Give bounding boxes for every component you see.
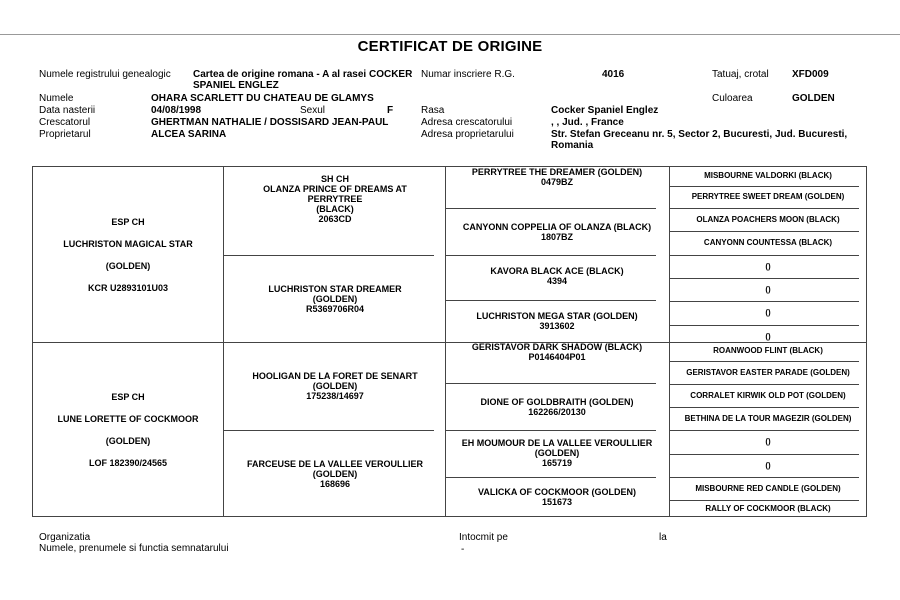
reg-no-value: 4016 bbox=[602, 69, 625, 80]
ancestor-name: KAVORA BLACK ACE (BLACK) bbox=[490, 266, 624, 276]
pedigree-gen4-7: () bbox=[765, 308, 771, 317]
ancestor-registration: 0479BZ bbox=[540, 177, 574, 187]
sex-label: Sexul bbox=[300, 105, 326, 116]
owner-address-label: Adresa proprietarului bbox=[421, 129, 514, 140]
sire-name: LUCHRISTON MAGICAL STAR bbox=[63, 238, 193, 249]
pedigree-gen4-9: ROANWOOD FLINT (BLACK) bbox=[713, 346, 823, 355]
breed-label: Rasa bbox=[421, 105, 445, 116]
registry-label: Numele registrului genealogic bbox=[39, 69, 171, 80]
dam-name: LUNE LORETTE OF COCKMOOR bbox=[57, 413, 199, 424]
pedigree-gen4-14: () bbox=[765, 461, 771, 470]
ancestor-registration: 175238/14697 bbox=[306, 391, 364, 401]
pedigree-gen4-1: MISBOURNE VALDORKI (BLACK) bbox=[704, 171, 832, 180]
dam-color: (GOLDEN) bbox=[105, 435, 151, 446]
ancestor-name: OLANZA PRINCE OF DREAMS AT PERRYTREE bbox=[263, 184, 407, 204]
ancestor-registration: 1807BZ bbox=[540, 232, 574, 242]
ancestor-color: (BLACK) bbox=[316, 204, 354, 214]
dam-title: ESP CH bbox=[111, 391, 145, 402]
pedigree-gen4-5: () bbox=[765, 262, 771, 271]
signer-label: Numele, prenumele si functia semnatarului bbox=[39, 543, 229, 554]
name-value: OHARA SCARLETT DU CHATEAU DE GLAMYS bbox=[151, 93, 374, 104]
ancestor-registration: 162266/20130 bbox=[528, 407, 586, 417]
owner-label: Proprietarul bbox=[39, 129, 91, 140]
pedigree-gen3-3 bbox=[446, 256, 668, 296]
pedigree-gen1-sire bbox=[33, 167, 223, 342]
registry-value: Cartea de origine romana - A al rasei COCKER SPANIEL ENGLEZ bbox=[193, 69, 413, 91]
breeder-address-value: , , Jud. , France bbox=[551, 117, 624, 128]
owner-value: ALCEA SARINA bbox=[151, 129, 227, 140]
pedigree-gen3-2 bbox=[446, 209, 668, 255]
breeder-label: Crescatorul bbox=[39, 117, 91, 128]
pedigree-gen4-3: OLANZA POACHERS MOON (BLACK) bbox=[696, 215, 840, 224]
ancestor-registration: 3913602 bbox=[539, 321, 575, 331]
pedigree-gen4-2: PERRYTREE SWEET DREAM (GOLDEN) bbox=[691, 192, 845, 201]
sire-title: ESP CH bbox=[111, 216, 145, 227]
organization-label: Organizatia bbox=[39, 532, 91, 543]
ancestor-registration: 168696 bbox=[319, 479, 351, 489]
ancestor-registration: P0146404P01 bbox=[528, 352, 586, 362]
ancestor-name: PERRYTREE THE DREAMER (GOLDEN) bbox=[471, 167, 643, 177]
ancestor-name: LUCHRISTON MEGA STAR (GOLDEN) bbox=[476, 311, 638, 321]
ancestor-color: (GOLDEN) bbox=[534, 448, 580, 458]
pedigree-gen4-13: () bbox=[765, 437, 771, 446]
reg-no-label: Numar inscriere R.G. bbox=[421, 69, 515, 80]
owner-address-value: Str. Stefan Greceanu nr. 5, Sector 2, Bucuresti, Jud. Bucuresti, Romania bbox=[551, 129, 848, 151]
ancestor-color: (GOLDEN) bbox=[312, 381, 358, 391]
ancestor-title: SH CH bbox=[320, 174, 349, 184]
ancestor-name: GERISTAVOR DARK SHADOW (BLACK) bbox=[471, 342, 643, 352]
pedigree-gen4-16: RALLY OF COCKMOOR (BLACK) bbox=[705, 504, 831, 513]
pedigree-gen4-6: () bbox=[765, 285, 771, 294]
pedigree-gen3-8 bbox=[446, 478, 668, 516]
sex-value: F bbox=[387, 105, 394, 116]
pedigree-gen2-3 bbox=[245, 343, 425, 429]
pedigree-gen4-15: MISBOURNE RED CANDLE (GOLDEN) bbox=[695, 484, 841, 493]
tattoo-value: XFD009 bbox=[792, 69, 829, 80]
birth-label: Data nasterii bbox=[39, 105, 96, 116]
color-label: Culoarea bbox=[712, 93, 753, 104]
pedigree-gen4-11: CORRALET KIRWIK OLD POT (GOLDEN) bbox=[690, 391, 846, 400]
breeder-address-label: Adresa crescatorului bbox=[421, 117, 513, 128]
breed-value: Cocker Spaniel Englez bbox=[551, 105, 659, 116]
certificate-title: CERTIFICAT DE ORIGINE bbox=[357, 38, 543, 55]
ancestor-name: LUCHRISTON STAR DREAMER bbox=[268, 284, 402, 294]
ancestor-name: CANYONN COPPELIA OF OLANZA (BLACK) bbox=[462, 222, 652, 232]
ancestor-name: VALICKA OF COCKMOOR (GOLDEN) bbox=[478, 487, 636, 497]
color-value: GOLDEN bbox=[792, 93, 835, 104]
ancestor-registration: R5369706R04 bbox=[305, 304, 365, 314]
pedigree-gen2-4 bbox=[235, 431, 435, 517]
issued-on-value: - bbox=[461, 544, 465, 555]
pedigree-gen2-2 bbox=[245, 256, 425, 342]
ancestor-name: EH MOUMOUR DE LA VALLEE VEROULLIER bbox=[461, 438, 653, 448]
pedigree-gen3-6 bbox=[446, 384, 668, 430]
name-label: Numele bbox=[39, 93, 74, 104]
ancestor-registration: 4394 bbox=[546, 276, 568, 286]
tattoo-label: Tatuaj, crotal bbox=[712, 69, 769, 80]
ancestor-registration: 2063CD bbox=[318, 214, 352, 224]
ancestor-registration: 151673 bbox=[541, 497, 573, 507]
top-rule bbox=[0, 34, 900, 35]
ancestor-color: (GOLDEN) bbox=[312, 294, 358, 304]
birth-value: 04/08/1998 bbox=[151, 105, 202, 116]
issued-at-label: la bbox=[659, 532, 667, 543]
ancestor-name: HOOLIGAN DE LA FORET DE SENART bbox=[252, 371, 418, 381]
sire-color: (GOLDEN) bbox=[105, 260, 151, 271]
ancestor-color: (GOLDEN) bbox=[312, 469, 358, 479]
ancestor-name: FARCEUSE DE LA VALLEE VEROULLIER bbox=[246, 459, 423, 469]
pedigree-gen3-4 bbox=[446, 301, 668, 341]
pedigree-gen4-4: CANYONN COUNTESSA (BLACK) bbox=[703, 238, 833, 247]
pedigree-gen4-8: () bbox=[765, 332, 771, 341]
ancestor-registration: 165719 bbox=[541, 458, 573, 468]
dam-registration: LOF 182390/24565 bbox=[88, 457, 168, 468]
pedigree-gen3-5 bbox=[446, 342, 668, 382]
pedigree-gen4-12: BETHINA DE LA TOUR MAGEZIR (GOLDEN) bbox=[684, 414, 852, 423]
issued-on-label: Intocmit pe bbox=[459, 532, 508, 543]
pedigree-gen3-7 bbox=[446, 431, 668, 475]
pedigree-gen2-1 bbox=[245, 174, 425, 244]
pedigree-gen3-1 bbox=[446, 167, 668, 207]
pedigree-gen4-10: GERISTAVOR EASTER PARADE (GOLDEN) bbox=[686, 367, 850, 377]
ancestor-name: DIONE OF GOLDBRAITH (GOLDEN) bbox=[480, 397, 634, 407]
sire-registration: KCR U2893101U03 bbox=[87, 282, 169, 293]
breeder-value: GHERTMAN NATHALIE / DOSSISARD JEAN-PAUL bbox=[151, 117, 389, 128]
pedigree-gen1-dam bbox=[33, 342, 223, 517]
